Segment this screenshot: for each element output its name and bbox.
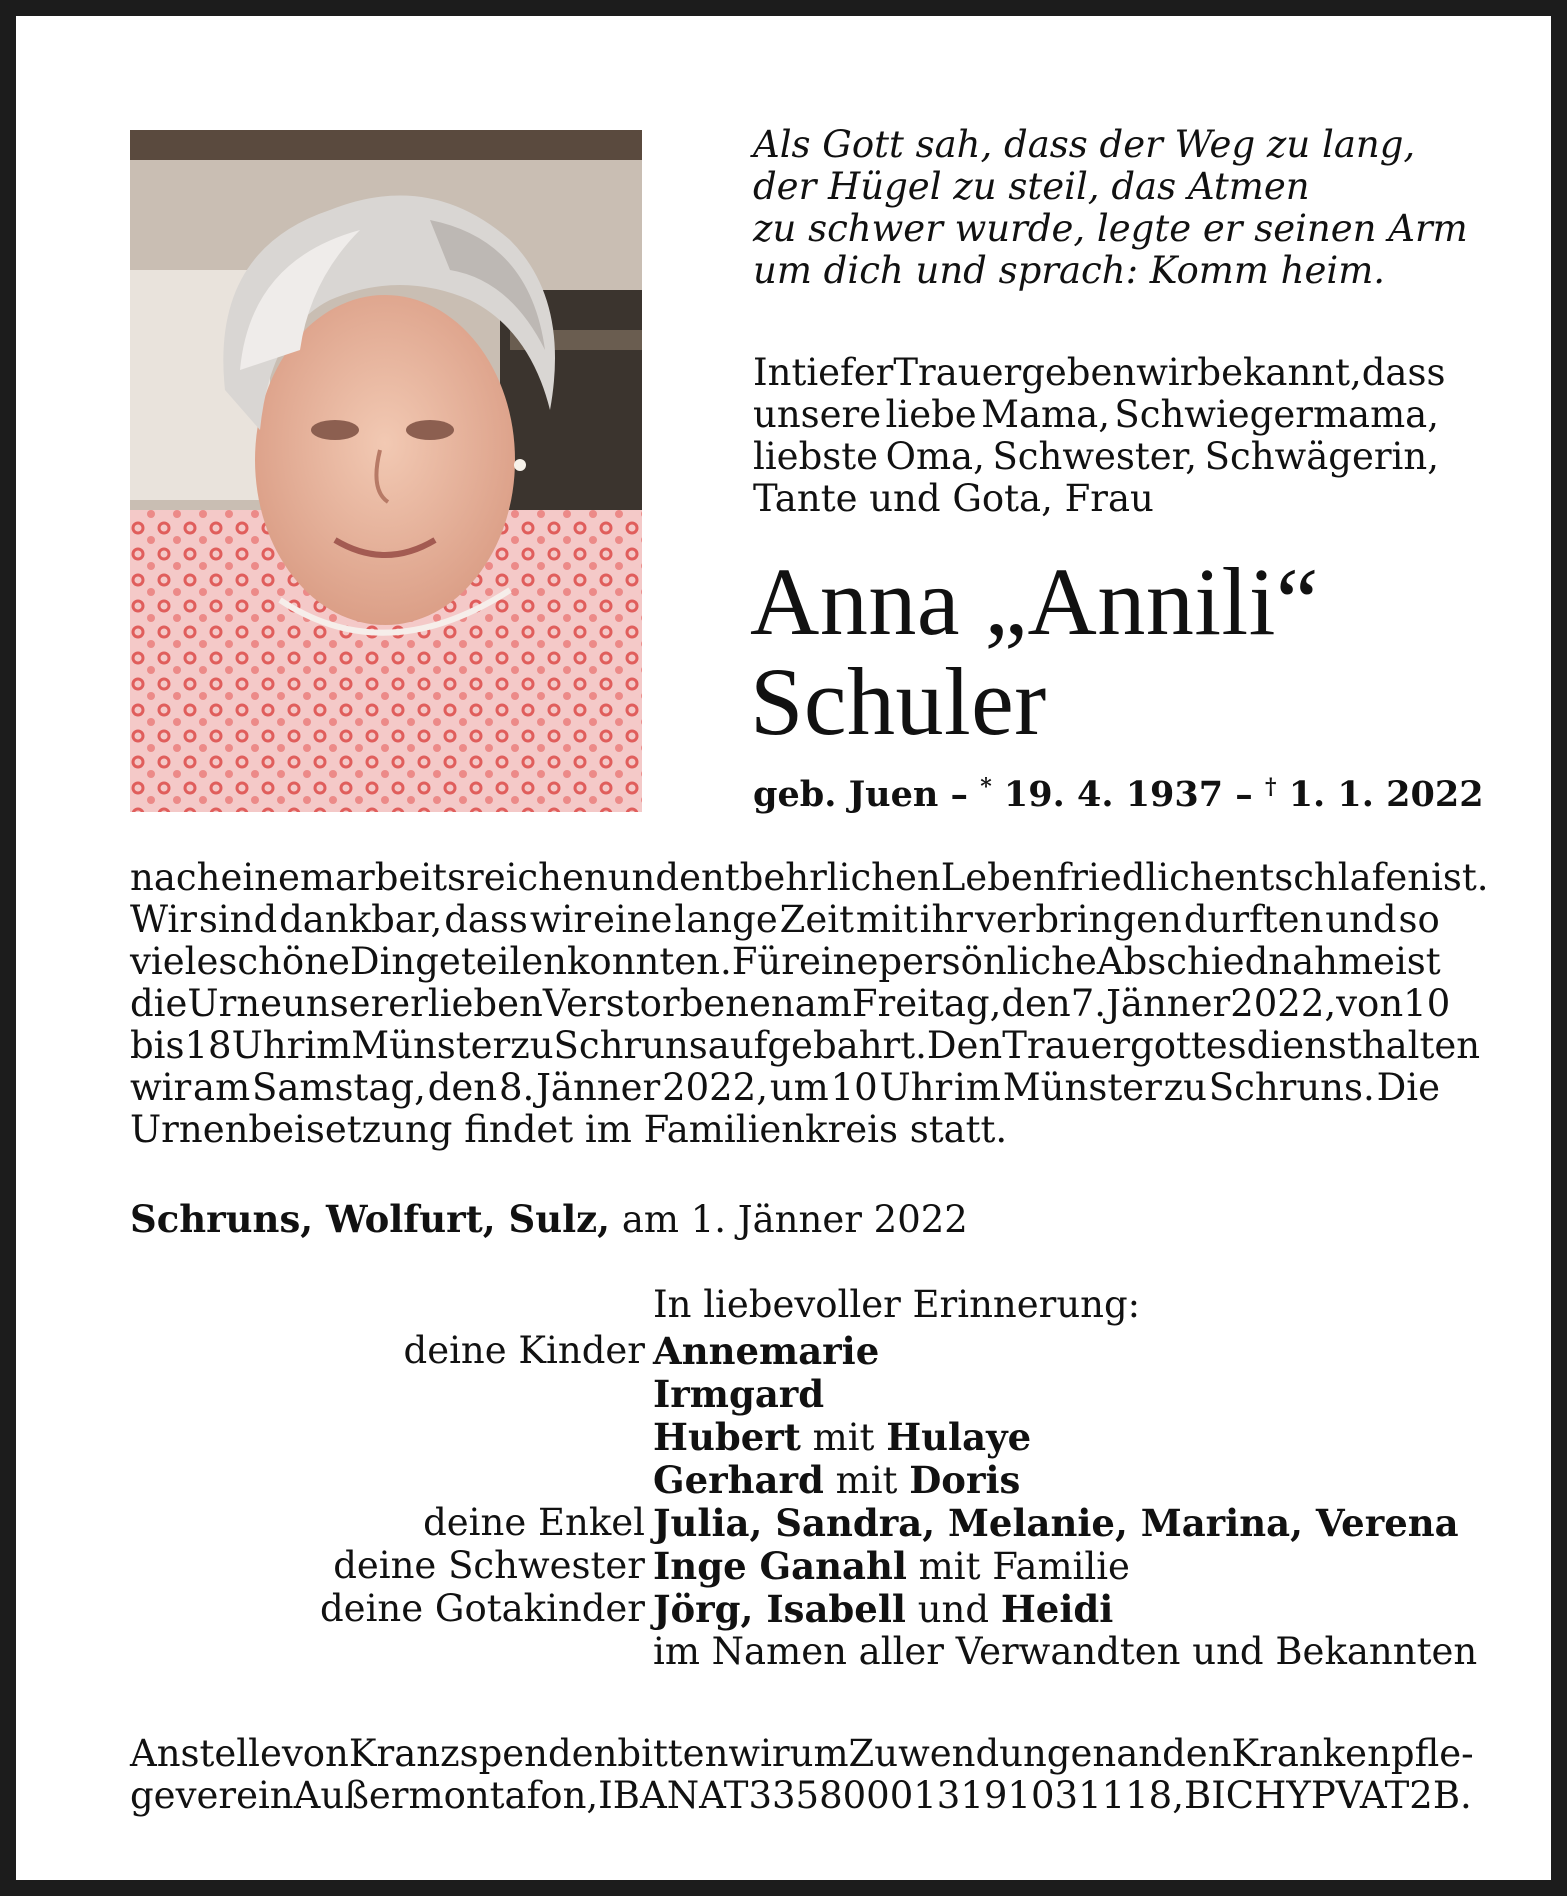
place-date: am 1. Jänner 2022 xyxy=(621,1198,968,1241)
intro-line xyxy=(753,351,1446,394)
word: sind xyxy=(198,898,278,941)
word: 10 xyxy=(1403,982,1451,1025)
connector-text: mit Familie xyxy=(918,1545,1130,1588)
mourner-row xyxy=(200,1416,1500,1459)
word: IBAN xyxy=(598,1774,700,1817)
mourner-row xyxy=(200,1459,1500,1502)
word: und xyxy=(607,856,680,899)
word: bis xyxy=(130,1024,185,1067)
mourner-name: Gerhard xyxy=(653,1458,824,1502)
word: ist xyxy=(1394,940,1441,983)
word: Wir xyxy=(130,898,197,941)
word: entschlafen xyxy=(1213,856,1432,899)
word: Uhr xyxy=(231,1024,305,1067)
word: 18 xyxy=(184,1024,232,1067)
announcement-body xyxy=(130,856,1489,1151)
word: 2022, xyxy=(662,1066,768,1109)
word: Trauergottesdienst xyxy=(1002,1024,1362,1067)
word: von xyxy=(281,1732,349,1775)
word: Jänner xyxy=(1106,982,1231,1025)
word: um xyxy=(789,1732,849,1775)
word: Schwägerin, xyxy=(1204,435,1439,478)
word: nach xyxy=(130,856,221,899)
poem-line: um dich und sprach: Komm heim. xyxy=(753,249,1386,292)
word: so xyxy=(1398,898,1440,941)
word: und xyxy=(1325,898,1397,941)
word: 0131 xyxy=(889,1774,984,1817)
word: zu xyxy=(510,1024,554,1067)
word: Trauer xyxy=(893,351,1022,394)
word: konnten. xyxy=(567,940,732,983)
word: unserer xyxy=(282,982,428,1025)
word: die xyxy=(130,982,188,1025)
poem xyxy=(753,124,1473,292)
word: dass xyxy=(444,898,528,941)
word: arbeitsreichen xyxy=(335,856,608,899)
word: Freitag, xyxy=(851,982,1002,1025)
mourner-row xyxy=(200,1545,1500,1588)
mourner-name: Jörg, Isabell xyxy=(653,1587,906,1631)
word: Münster xyxy=(351,1024,511,1067)
body-line xyxy=(130,1024,1481,1067)
mourner-row xyxy=(200,1373,1500,1416)
word: 2022, xyxy=(1230,982,1337,1025)
poem-line: Als Gott sah, dass der Weg zu lang, xyxy=(753,123,1416,166)
word: viele xyxy=(130,940,219,983)
portrait-photo xyxy=(130,130,642,812)
poem-line: der Hügel zu steil, das Atmen xyxy=(753,165,1310,208)
word: verbringen xyxy=(974,898,1182,941)
word: an xyxy=(1116,1732,1163,1775)
word: teilen xyxy=(460,940,568,983)
word: wir xyxy=(529,898,592,941)
name-line-first: Anna „Annili“ xyxy=(750,548,1319,655)
word: Für xyxy=(731,940,799,983)
word: Münster xyxy=(1002,1066,1162,1109)
word: um xyxy=(769,1066,829,1109)
word: aufgebahrt. xyxy=(707,1024,927,1067)
mourner-row xyxy=(200,1502,1500,1545)
word: am xyxy=(193,1066,251,1109)
word: unsere xyxy=(753,393,882,436)
relation-label: deine Schwester xyxy=(333,1544,645,1587)
word: Dinge xyxy=(349,940,461,983)
word: 8. xyxy=(498,1066,535,1109)
word: AT33 xyxy=(699,1774,796,1817)
footer-line xyxy=(130,1732,1474,1775)
word: am xyxy=(794,982,852,1025)
word: geben xyxy=(1021,351,1137,394)
word: HYPVAT2B. xyxy=(1254,1774,1472,1817)
word: tiefer xyxy=(791,351,894,394)
word: wir xyxy=(1136,351,1198,394)
mourner-name: Hubert xyxy=(653,1415,801,1459)
word: Jänner xyxy=(536,1066,661,1109)
word: Zuwendungen xyxy=(848,1732,1117,1775)
word: 7. xyxy=(1070,982,1107,1025)
death-symbol: † xyxy=(1264,774,1277,800)
word: eine xyxy=(798,940,879,983)
body-line xyxy=(130,941,1440,983)
word: Samstag, xyxy=(252,1066,426,1109)
word: den xyxy=(1162,1732,1232,1775)
word: lange xyxy=(674,898,778,941)
body-line xyxy=(130,899,1440,941)
word: Krankenpfle- xyxy=(1231,1732,1474,1775)
relation-label: deine Kinder xyxy=(403,1329,645,1372)
relation-label: deine Enkel xyxy=(423,1501,645,1544)
word: Schwester, xyxy=(992,435,1198,478)
word: 5800 xyxy=(795,1774,890,1817)
word: ist. xyxy=(1431,856,1489,899)
word: Leben xyxy=(940,856,1057,899)
birth-symbol: * xyxy=(980,774,992,800)
mourner-name: Inge Ganahl xyxy=(653,1544,907,1588)
word: ihr xyxy=(919,898,973,941)
word: Die xyxy=(1376,1066,1440,1109)
word: Schruns. xyxy=(1208,1066,1375,1109)
word: mit xyxy=(855,898,918,941)
relation-label: deine Gotakinder xyxy=(319,1587,645,1630)
memory-heading: In liebevoller Erinnerung: xyxy=(653,1283,1141,1326)
mourner-row xyxy=(200,1631,1500,1673)
word: einem xyxy=(220,856,335,899)
word: Außermontafon, xyxy=(293,1774,599,1817)
word: entbehrlichen xyxy=(679,856,941,899)
mourner-partner: Hulaye xyxy=(886,1415,1032,1459)
word: Abschiednahme xyxy=(1096,940,1395,983)
body-line xyxy=(130,982,1451,1025)
word: BIC xyxy=(1184,1774,1255,1817)
word: 9103 xyxy=(983,1774,1079,1817)
word: Anstelle xyxy=(130,1732,282,1775)
intro-line xyxy=(753,436,1439,478)
word: eine xyxy=(593,898,673,941)
deceased-name xyxy=(750,548,1319,755)
place-and-date xyxy=(130,1197,968,1241)
word: Oma, xyxy=(885,435,985,478)
word: von xyxy=(1336,982,1404,1025)
word: Mama, xyxy=(981,393,1110,436)
life-dates xyxy=(753,774,1484,815)
mourner-row xyxy=(200,1588,1500,1631)
word: Urne xyxy=(187,982,283,1025)
word: schöne xyxy=(218,940,350,983)
word: Schruns xyxy=(553,1024,708,1067)
closing-line: im Namen aller Verwandten und Bekannten xyxy=(653,1630,1478,1673)
mourner-name: Julia, Sandra, Melanie, Marina, Verena xyxy=(653,1501,1459,1545)
word: Schwiegermama, xyxy=(1114,393,1439,436)
word: bekannt, xyxy=(1197,351,1362,394)
word: liebe xyxy=(885,393,977,436)
intro-line: Tante und Gota, Frau xyxy=(753,477,1154,520)
word: lieben xyxy=(427,982,543,1025)
connector-text: mit xyxy=(812,1416,875,1459)
word: den xyxy=(427,1066,498,1109)
body-line: Urnenbeisetzung findet im Familienkreis statt. xyxy=(130,1108,1008,1151)
word: persönliche xyxy=(878,940,1097,983)
word: bitten xyxy=(617,1732,729,1775)
word: 1118, xyxy=(1078,1774,1184,1817)
announcement-intro xyxy=(753,351,1446,520)
word: dass xyxy=(1361,351,1446,394)
poem-line: zu schwer wurde, legte er seinen Arm xyxy=(753,207,1468,250)
body-line xyxy=(130,856,1489,899)
word: im xyxy=(304,1024,352,1067)
word: zu xyxy=(1163,1066,1207,1109)
word: In xyxy=(753,351,792,394)
word: 10 xyxy=(830,1066,878,1109)
word: Zeit xyxy=(779,898,854,941)
word: wir xyxy=(130,1066,192,1109)
word: den xyxy=(1001,982,1071,1025)
word: liebste xyxy=(753,435,879,478)
word: dankbar, xyxy=(279,898,443,941)
word: wir xyxy=(728,1732,790,1775)
mourner-name: Irmgard xyxy=(653,1372,825,1416)
name-line-last: Schuler xyxy=(750,648,1047,755)
body-line xyxy=(130,1067,1440,1109)
mourner-name: Annemarie xyxy=(653,1329,880,1373)
donation-note xyxy=(130,1732,1474,1817)
portrait-illustration xyxy=(130,130,642,812)
mourners-list xyxy=(200,1330,1500,1673)
maiden-name: geb. Juen – xyxy=(753,774,968,815)
footer-line xyxy=(130,1774,1472,1817)
word: Den xyxy=(926,1024,1003,1067)
connector-text: und xyxy=(917,1588,990,1631)
word: Uhr xyxy=(879,1066,953,1109)
place-towns: Schruns, Wolfurt, Sulz, xyxy=(130,1197,611,1241)
mourner-name: Heidi xyxy=(1000,1587,1114,1631)
mourner-row xyxy=(200,1330,1500,1373)
word: im xyxy=(954,1066,1001,1109)
word: friedlich xyxy=(1056,856,1214,899)
death-date: 1. 1. 2022 xyxy=(1288,774,1484,815)
word: Kranzspenden xyxy=(348,1732,618,1775)
mourner-partner: Doris xyxy=(909,1458,1021,1502)
birth-date: 19. 4. 1937 – xyxy=(1003,774,1253,815)
word: geverein xyxy=(130,1774,294,1817)
connector-text: mit xyxy=(835,1459,898,1502)
word: halten xyxy=(1361,1024,1481,1067)
word: Verstorbenen xyxy=(542,982,795,1025)
word: durften xyxy=(1183,898,1324,941)
intro-line xyxy=(753,394,1439,436)
